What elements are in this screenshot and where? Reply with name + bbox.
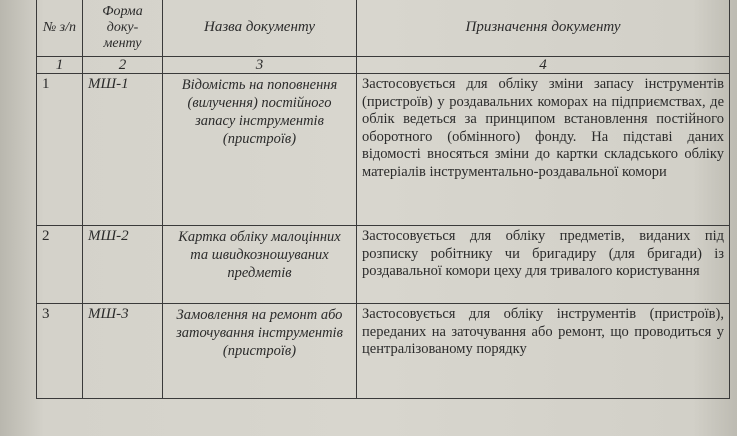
row-name: Замовлення на ремонт або заточування інструментів (пристроїв) (163, 304, 357, 399)
row-purpose: Застосовується для обліку зміни запасу інструментів (пристроїв) у роздавальних коморах на підприємствах, де облік ведеться за принципом встановлення постійного оборотного (обмінного) фонду. На підставі даних відомості вносяться зміни до картки складського обліку матеріалів інструментально-роздавальної комори (357, 74, 730, 226)
header-name: Назва документу (163, 0, 357, 57)
header-form: Форма доку-менту (83, 0, 163, 57)
documents-table (36, 0, 730, 399)
row-form: МШ-3 (83, 304, 163, 399)
row-number: 2 (37, 226, 83, 304)
column-number-row (37, 57, 730, 74)
column-number: 1 (37, 57, 83, 74)
table-row (37, 74, 730, 226)
row-form: МШ-1 (83, 74, 163, 226)
table-header-row (37, 0, 730, 57)
column-number: 2 (83, 57, 163, 74)
row-name: Картка обліку малоцінних та швидкозношуваних предметів (163, 226, 357, 304)
table-row (37, 226, 730, 304)
column-number: 3 (163, 57, 357, 74)
column-number: 4 (357, 57, 730, 74)
row-number: 3 (37, 304, 83, 399)
header-purpose: Призначення документу (357, 0, 730, 57)
row-name: Відомість на поповнення (вилучення) постійного запасу інструментів (пристроїв) (163, 74, 357, 226)
row-purpose: Застосовується для обліку інструментів (пристроїв), переданих на заточування або ремонт, що проводиться у централізованому порядку (357, 304, 730, 399)
row-form: МШ-2 (83, 226, 163, 304)
header-no: № з/п (37, 0, 83, 57)
table-row (37, 304, 730, 399)
row-number: 1 (37, 74, 83, 226)
row-purpose: Застосовується для обліку предметів, виданих під розписку робітнику чи бригадиру (для бригади) із роздавальної комори цеху для тривалого користування (357, 226, 730, 304)
